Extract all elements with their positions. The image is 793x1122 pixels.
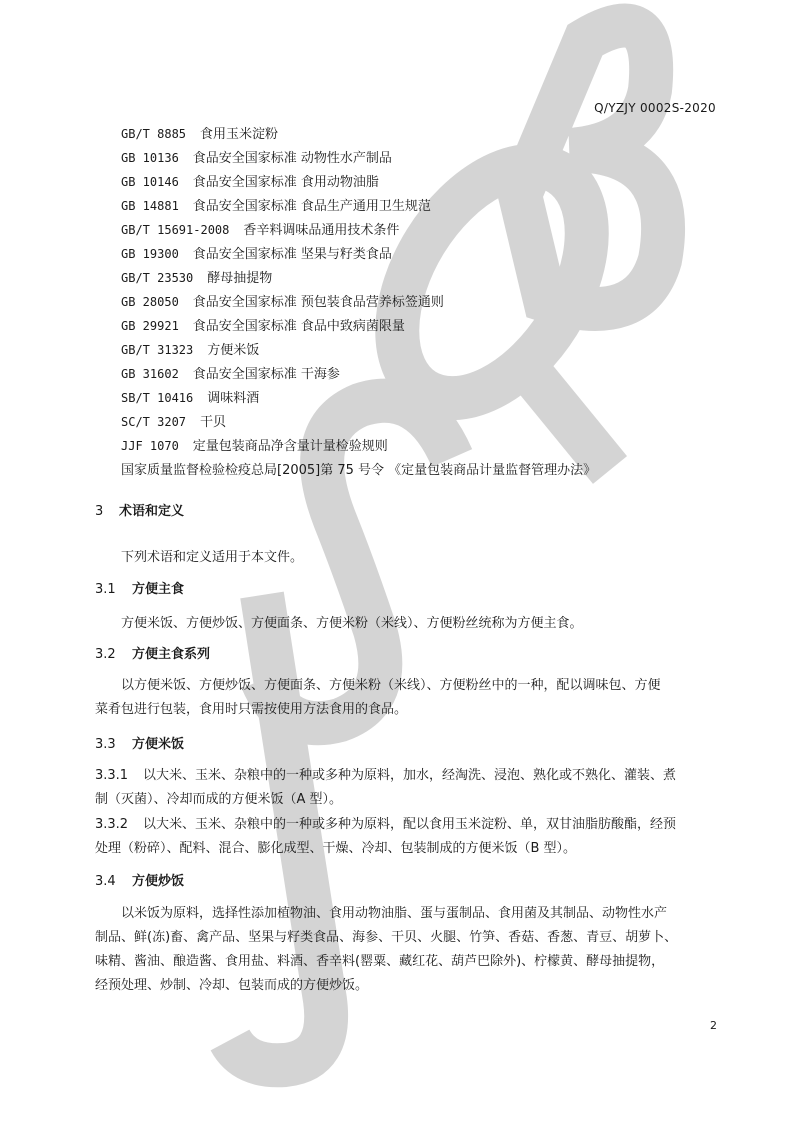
reference-title: 食品安全国家标准 干海参	[192, 367, 340, 382]
reference-title: 香辛料调味品通用技术条件	[243, 223, 400, 238]
section-3-heading	[95, 500, 184, 519]
reference-number: GB 10146	[121, 175, 179, 189]
reference-item	[121, 362, 596, 386]
reference-title: 食用玉米淀粉	[200, 127, 279, 142]
reference-number: JJF 1070	[121, 439, 179, 453]
clause-3-3-heading	[95, 733, 184, 752]
page-number: 2	[710, 1019, 717, 1032]
reference-title: 食品安全国家标准 动物性水产制品	[192, 151, 392, 166]
reference-number: GB 10136	[121, 151, 179, 165]
reference-number: GB 29921	[121, 319, 179, 333]
text-line	[95, 764, 676, 788]
section-number: 3	[95, 504, 104, 519]
reference-number: GB/T 23530	[121, 271, 194, 285]
reference-number: GB 14881	[121, 199, 179, 213]
reference-number: GB 19300	[121, 247, 179, 261]
text-span: 以大米、玉米、杂粮中的一种或多种为原料，配以食用玉米淀粉、单，双甘油脂肪酸酯，经预	[143, 817, 677, 832]
reference-item	[121, 290, 596, 314]
clause-title: 方便主食	[132, 582, 185, 597]
reference-title: 定量包装商品净含量计量检验规则	[192, 439, 388, 454]
reference-item	[121, 314, 596, 338]
reference-number: GB 31602	[121, 367, 179, 381]
text-line: 处理（粉碎）、配料、混合、膨化成型、干燥、冷却、包装制成的方便米饭（B 型）。	[95, 841, 577, 856]
reference-title: 食品安全国家标准 食用动物油脂	[192, 175, 379, 190]
reference-number: GB 28050	[121, 295, 179, 309]
reference-number: SB/T 10416	[121, 391, 194, 405]
section-title: 术语和定义	[119, 504, 185, 519]
text-line: 制（灭菌）、冷却而成的方便米饭（A 型）。	[95, 792, 343, 807]
subclause-number: 3.3.1	[95, 768, 129, 783]
document-code: Q/YZJY 0002S-2020	[594, 101, 716, 115]
reference-item	[121, 194, 596, 218]
reference-number: GB/T 15691-2008	[121, 223, 230, 237]
clause-number: 3.2	[95, 647, 116, 662]
subclause-number: 3.3.2	[95, 817, 129, 832]
reference-item	[121, 146, 596, 170]
reference-title: 食品安全国家标准 食品中致病菌限量	[192, 319, 405, 334]
reference-item	[121, 434, 596, 458]
clause-3-3-2-text	[95, 813, 676, 861]
text-span: 以大米、玉米、杂粮中的一种或多种为原料，加水，经淘洗、浸泡、熟化或不熟化、灌装、煮	[143, 768, 677, 783]
clause-title: 方便炒饭	[132, 874, 185, 889]
reference-title: 国家质量监督检验检疫总局[2005]第 75 号令 《定量包装商品计量监督管理办法》	[121, 463, 597, 478]
reference-item	[121, 410, 596, 434]
reference-title: 食品安全国家标准 食品生产通用卫生规范	[192, 199, 431, 214]
text-line: 菜肴包进行包装，食用时只需按使用方法食用的食品。	[95, 702, 408, 717]
clause-3-1-text: 方便米饭、方便炒饭、方便面条、方便米粉（米线）、方便粉丝统称为方便主食。	[121, 616, 583, 631]
reference-title: 干贝	[200, 415, 227, 430]
clause-number: 3.3	[95, 737, 116, 752]
reference-title: 调味料酒	[207, 391, 260, 406]
text-line	[95, 813, 676, 837]
reference-title: 方便米饭	[207, 343, 260, 358]
reference-title: 酵母抽提物	[207, 271, 273, 286]
text-line: 制品、鲜(冻)畜、禽产品、坚果与籽类食品、海参、干贝、火腿、竹笋、香菇、香葱、青豆、胡萝卜、	[95, 930, 678, 945]
clause-title: 方便米饭	[132, 737, 185, 752]
reference-number: GB/T 8885	[121, 127, 187, 141]
reference-number: SC/T 3207	[121, 415, 187, 429]
text-line: 经预处理、炒制、冷却、包装而成的方便炒饭。	[95, 978, 369, 993]
reference-item	[121, 122, 596, 146]
clause-3-2-heading	[95, 643, 210, 662]
reference-item	[121, 386, 596, 410]
text-line: 以米饭为原料，选择性添加植物油、食用动物油脂、蛋与蛋制品、食用菌及其制品、动物性水产	[121, 906, 668, 921]
reference-item	[121, 266, 596, 290]
reference-item	[121, 458, 596, 482]
clause-3-3-1-text	[95, 764, 676, 812]
reference-title: 食品安全国家标准 预包装食品营养标签通则	[192, 295, 444, 310]
reference-item	[121, 338, 596, 362]
text-line: 味精、酱油、酿造酱、食用盐、料酒、香辛料(罂粟、藏红花、葫芦巴除外)、柠檬黄、酵母抽提物，	[95, 954, 665, 969]
clause-number: 3.1	[95, 582, 116, 597]
clause-3-1-heading	[95, 578, 184, 597]
text-line: 以方便米饭、方便炒饭、方便面条、方便米粉（米线）、方便粉丝中的一种，配以调味包、方便	[121, 678, 661, 693]
reference-item	[121, 218, 596, 242]
section-3-intro: 下列术语和定义适用于本文件。	[121, 550, 304, 565]
clause-title: 方便主食系列	[132, 647, 211, 662]
normative-references-list	[121, 122, 596, 482]
clause-3-4-heading	[95, 870, 184, 889]
reference-number: GB/T 31323	[121, 343, 194, 357]
reference-item	[121, 170, 596, 194]
reference-item	[121, 242, 596, 266]
clause-3-2-text	[95, 674, 661, 722]
clause-3-4-text	[95, 902, 677, 998]
clause-number: 3.4	[95, 874, 116, 889]
reference-title: 食品安全国家标准 坚果与籽类食品	[192, 247, 392, 262]
